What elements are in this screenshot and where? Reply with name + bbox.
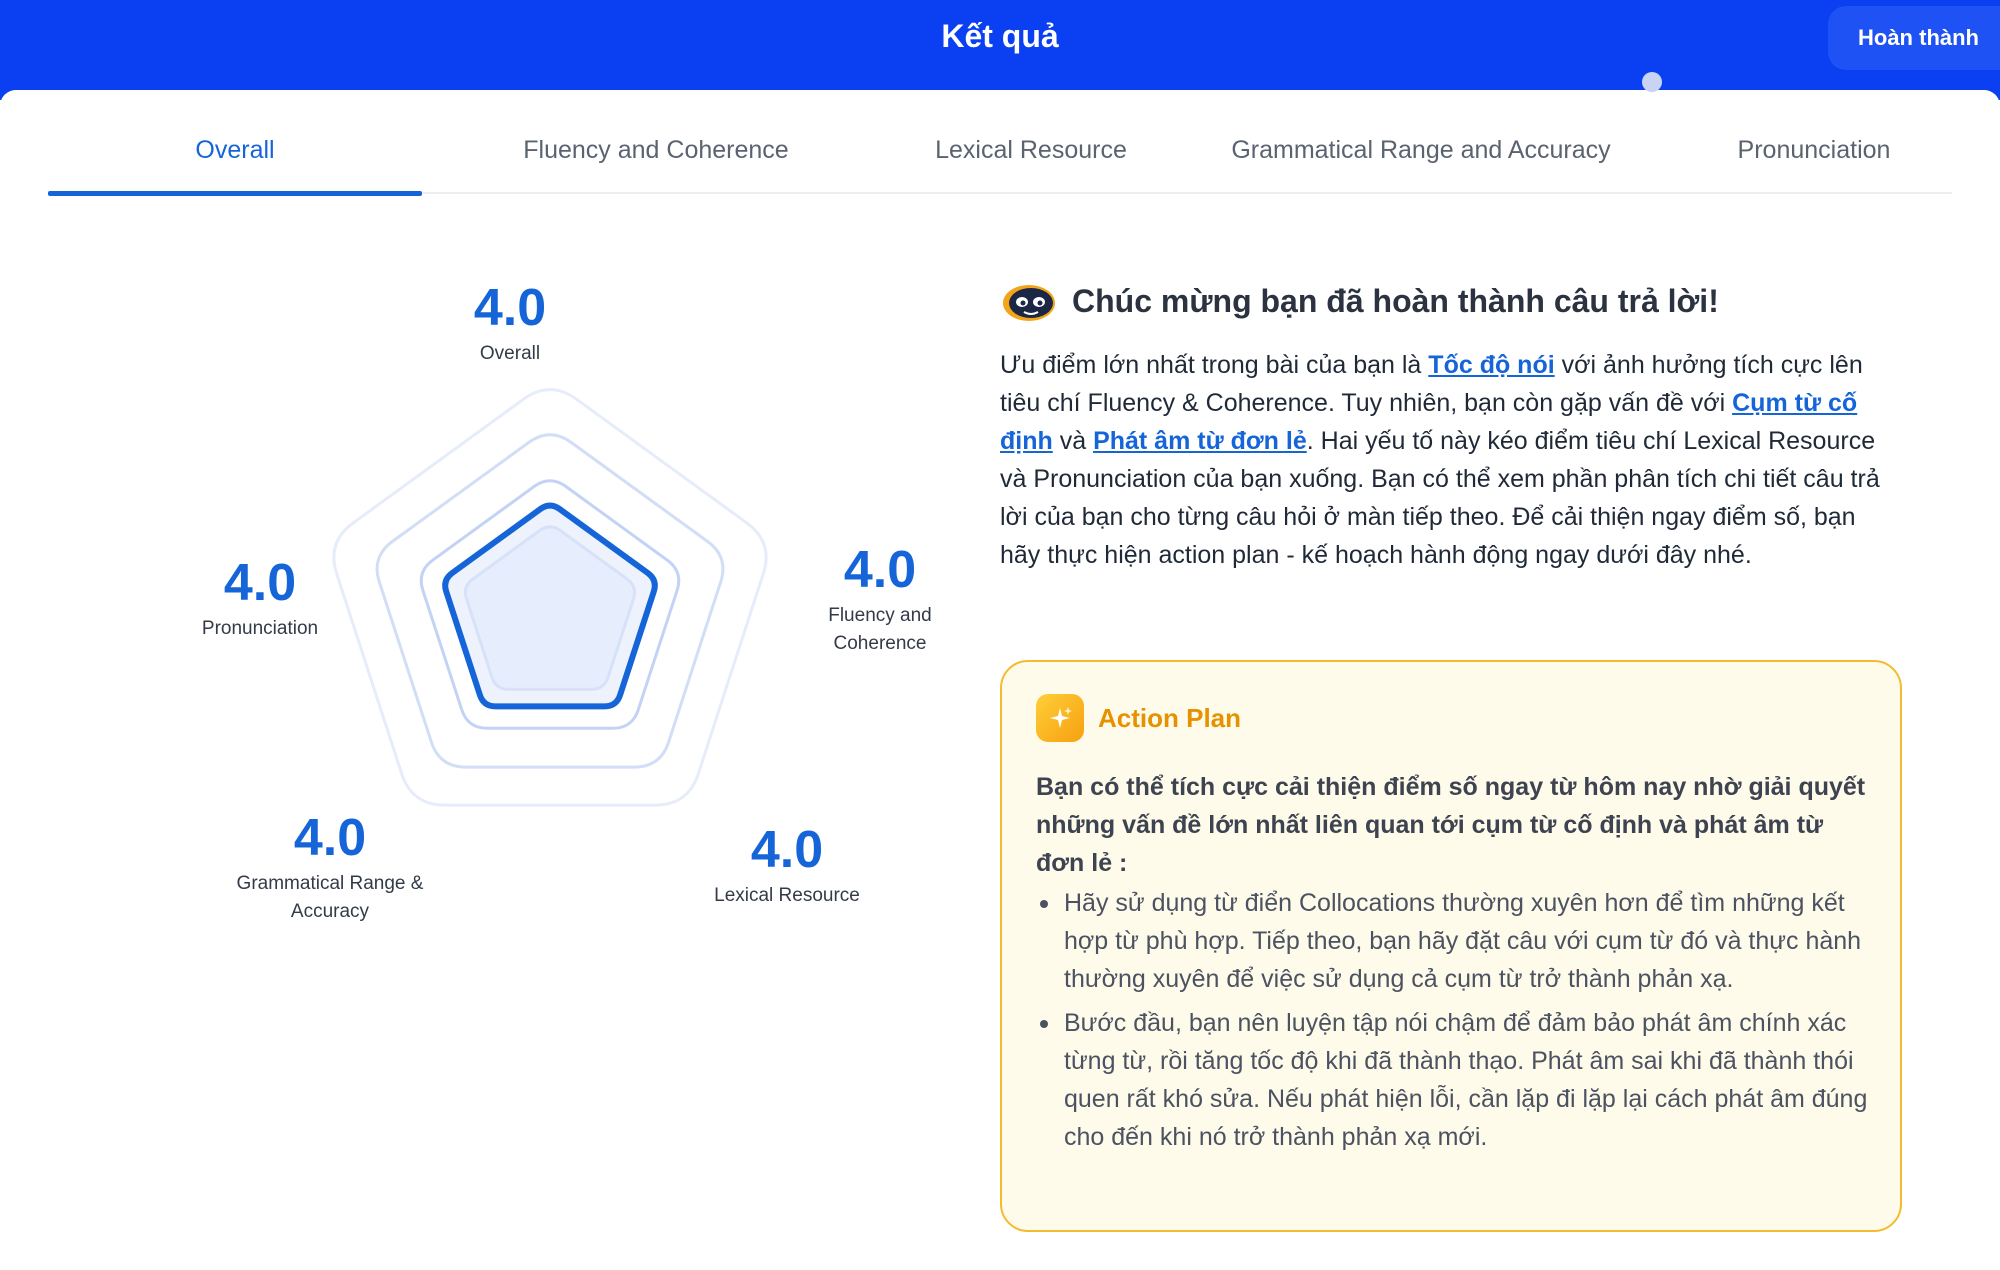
summary-text-4: . Hai yếu tố này kéo điểm tiêu chí Lexical Resource và Pronunciation của bạn xuống. Bạn có thể xem phần phân tích chi tiết câu trả lời của bạn cho từng câu hỏi ở màn tiếp theo. Để cải thiện ngay điểm số, bạn hãy thực hiện action plan - kế hoạch hành động ngay dưới đây nhé. [1000,427,1880,569]
action-plan-title: Action Plan [1098,702,1242,733]
link-fixed-phrases[interactable]: Cụm từ cố định [1000,389,1858,455]
action-plan-item: Hãy sử dụng từ điển Collocations thường xuyên hơn để tìm những kết hợp từ phù hợp. Tiếp theo, bạn hãy đặt câu với cụm từ đó và thực hành thường xuyên để việc sử dụng cả cụm từ trở thành phản xạ. [1036,884,1876,998]
score-grammar [220,810,440,926]
radar-score-polygon [445,506,655,707]
tab-grammatical-range-accuracy[interactable]: Grammatical Range and Accuracy [1231,136,1611,164]
summary-panel [1000,270,1900,574]
sparkle-icon [1036,694,1084,742]
page-title: Kết quả [941,18,1059,54]
tab-lexical-resource[interactable]: Lexical Resource [935,136,1127,164]
action-plan-list [1036,884,1876,1162]
summary-text-3: và [1052,427,1094,455]
scroll-indicator-dot [1642,72,1662,92]
congrats-header [1000,270,1900,332]
action-plan-item: Bước đầu, bạn nên luyện tập nói chậm để đảm bảo phát âm chính xác từng từ, rồi tăng tốc độ khi đã thành thạo. Phát âm sai khi đã thành thói quen rất khó sửa. Nếu phát hiện lỗi, cần lặp đi lặp lại cách phát âm đúng cho đến khi nó trở thành phản xạ mới. [1036,1004,1876,1156]
radar-chart [160,260,960,980]
done-button[interactable]: Hoàn thành [1828,6,2000,70]
score-pronunciation [160,555,360,643]
score-overall-label: Overall [479,343,541,364]
summary-paragraph [1000,346,1900,574]
score-lexical-value: 4.0 [750,821,824,879]
tab-pronunciation[interactable]: Pronunciation [1737,136,1891,164]
score-grammar-label-line2: Accuracy [290,901,370,922]
action-plan-lead: Bạn có thể tích cực cải thiện điểm số ngay từ hôm nay nhờ giải quyết những vấn đề lớn nhất liên quan tới cụm từ cố định và phát âm từ đơn lẻ : [1036,773,1866,877]
link-single-word-pronunciation[interactable]: Phát âm từ đơn lẻ [1093,427,1307,455]
score-pronunciation-label: Pronunciation [201,618,319,639]
score-grammar-label [220,870,440,926]
score-grammar-value: 4.0 [293,809,367,867]
score-grammar-label-line1: Grammatical Range & [236,873,424,894]
top-bar [0,0,2000,100]
score-lexical-label: Lexical Resource [714,885,860,906]
score-lexical [677,822,897,910]
tab-overall[interactable]: Overall [48,110,422,194]
score-fluency-value: 4.0 [843,541,917,599]
action-plan-card [1000,660,1902,1232]
tab-fluency-coherence[interactable]: Fluency and Coherence [523,136,789,164]
score-fluency-label [780,602,980,658]
summary-text-1: Ưu điểm lớn nhất trong bài của bạn là [1000,351,1429,379]
score-fluency-label-line2: Coherence [833,633,927,654]
score-fluency-label-line1: Fluency and [828,605,932,626]
congrats-title: Chúc mừng bạn đã hoàn thành câu trả lời! [1072,282,1719,319]
score-fluency [780,542,980,658]
link-speaking-speed[interactable]: Tốc độ nói [1428,351,1555,379]
score-overall [410,280,610,368]
score-overall-value: 4.0 [473,279,547,337]
tab-bar [48,110,1952,194]
robot-mascot-icon [1000,279,1058,323]
score-pronunciation-value: 4.0 [223,554,297,612]
action-plan-header [1036,694,1241,742]
summary-text-2: với ảnh hưởng tích cực lên tiêu chí Fluency & Coherence. Tuy nhiên, bạn còn gặp vấn đề với [1000,351,1863,417]
